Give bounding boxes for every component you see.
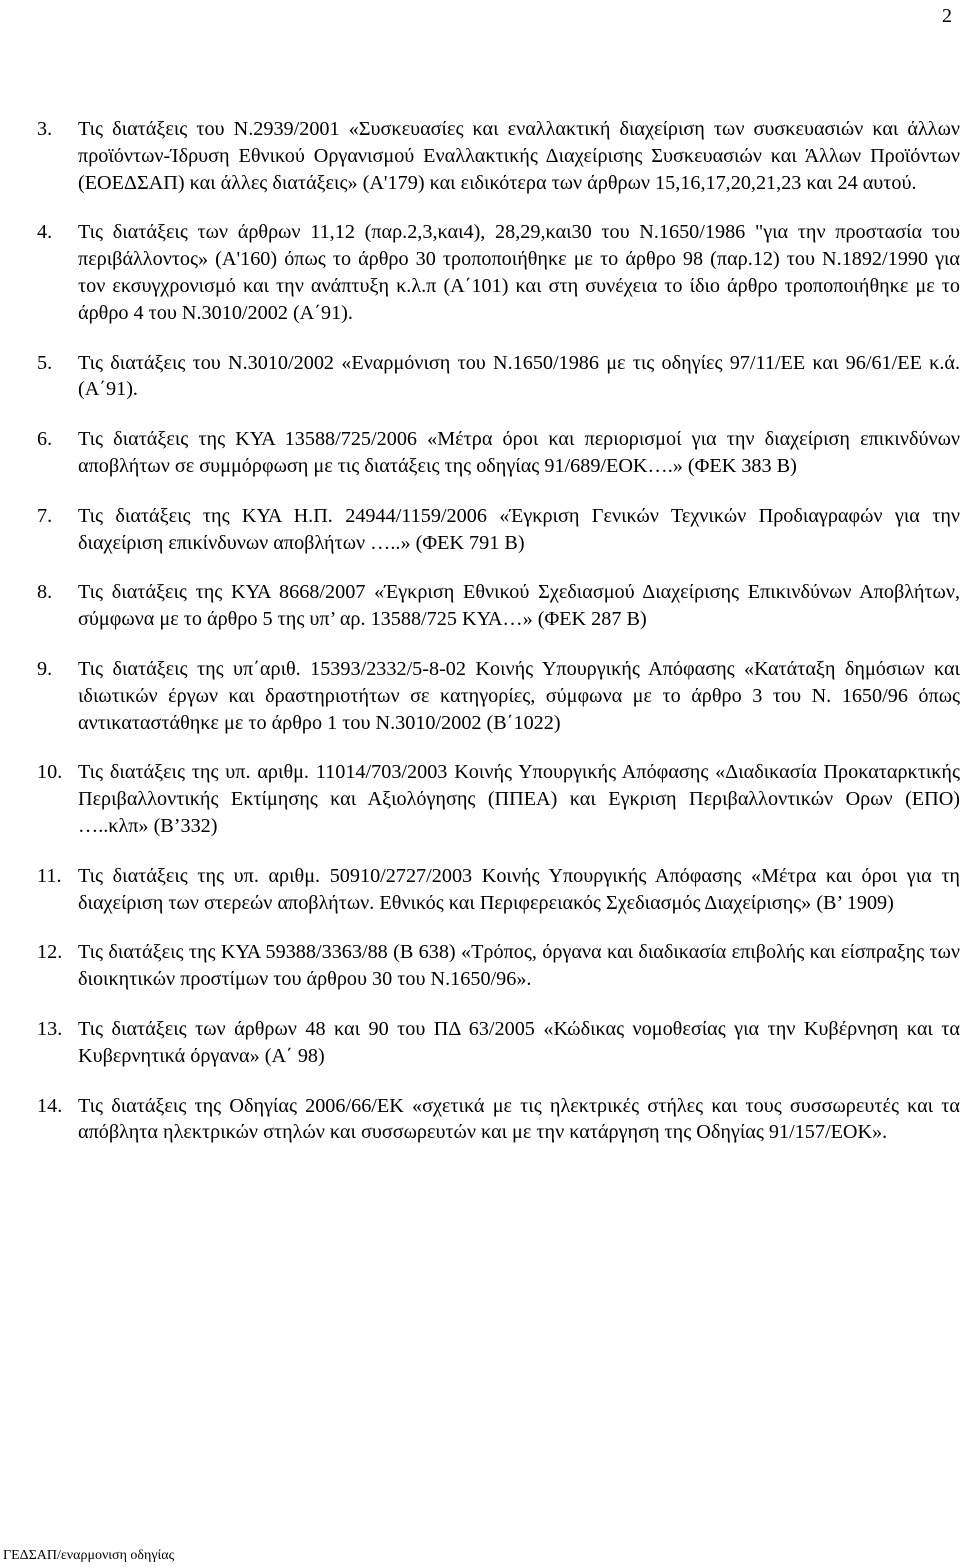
list-item: [0, 1093, 960, 1147]
footer-text: ΓΕΔΣΑΠ/εναρμονιση οδηγίας: [3, 1548, 175, 1563]
list-item: [0, 863, 960, 917]
list-item: [0, 503, 960, 557]
item-text: Τις διατάξεις του Ν.3010/2002 «Εναρμόνιση του Ν.1650/1986 με τις οδηγίες 97/11/ΕΕ και 96/61/ΕΕ κ.ά. (Α΄91).: [78, 351, 960, 401]
item-number: 10.: [37, 761, 63, 784]
item-text: Τις διατάξεις της ΚΥΑ 59388/3363/88 (Β 638) «Τρόπος, όργανα και διαδικασία επιβολής και είσπραξης των διοικητικών προστίμων του άρθρου 30 του Ν.1650/96».: [78, 941, 960, 991]
provisions-list: [0, 116, 960, 1146]
list-item: [0, 1016, 960, 1070]
item-text: Τις διατάξεις της υπ΄αριθ. 15393/2332/5-8-02 Κοινής Υπουργικής Απόφασης «Κατάταξη δημόσιων και ιδιωτικών έργων και δραστηριοτήτων σε κατηγορίες, σύμφωνα με το άρθρο 3 του Ν. 1650/96 όπως αντικαταστάθηκε με το άρθρο 1 του Ν.3010/2002 (Β΄1022): [78, 657, 960, 734]
item-number: 4.: [37, 221, 53, 244]
page-number: 2: [942, 5, 952, 27]
list-item: [0, 350, 960, 404]
item-text: Τις διατάξεις της υπ. αριθμ. 11014/703/2003 Κοινής Υπουργικής Απόφασης «Διαδικασία Προκαταρκτικής Περιβαλλοντικής Εκτίμησης και Αξιολόγησης (ΠΠΕΑ) και Εγκριση Περιβαλλοντικών Ορων (ΕΠΟ) …..κλπ» (Β’332): [78, 761, 960, 837]
item-number: 3.: [37, 118, 53, 140]
item-number: 9.: [37, 657, 53, 680]
item-text: Τις διατάξεις της ΚΥΑ 13588/725/2006 «Μέτρα όροι και περιορισμοί για την διαχείριση επικινδύνων αποβλήτων σε συμμόρφωση με τις διατάξεις της οδηγίας 91/689/ΕΟΚ….» (ΦΕΚ 383 Β): [78, 428, 960, 477]
item-text: Τις διατάξεις της ΚΥΑ 8668/2007 «Έγκριση Εθνικού Σχεδιασμού Διαχείρισης Επικινδύνων Αποβλήτων, σύμφωνα με το άρθρο 5 της υπ’ αρ. 13588/725 ΚΥΑ…» (ΦΕΚ 287 Β): [78, 581, 960, 631]
list-item: [0, 579, 960, 633]
list-item: [0, 116, 960, 196]
item-text: Τις διατάξεις των άρθρων 48 και 90 του ΠΔ 63/2005 «Κώδικας νομοθεσίας για την Κυβέρνηση και τα Κυβερνητικά όργανα» (Α΄ 98): [78, 1017, 960, 1067]
item-text: Τις διατάξεις του Ν.2939/2001 «Συσκευασίες και εναλλακτική διαχείριση των συσκευασιών και άλλων προϊόντων-Ίδρυση Εθνικού Οργανισμού Εναλλακτικής Διαχείρισης Συσκευασιών και Άλλων Προϊόντων (ΕΟΕΔΣΑΠ) και άλλες διατάξεις» (Α'179) και ειδικότερα των άρθρων 15,16,17,20,21,23 και 24 αυτού.: [78, 118, 960, 194]
item-number: 6.: [37, 428, 53, 451]
item-text: Τις διατάξεις της Οδηγίας 2006/66/ΕΚ «σχετικά με τις ηλεκτρικές στήλες και τους συσσωρευτές και τα απόβλητα ηλεκτρικών στηλών και συσσωρευτών και με την κατάργηση της Οδηγίας 91/157/ΕΟΚ».: [78, 1094, 960, 1144]
list-item: [0, 759, 960, 839]
item-number: 13.: [37, 1017, 63, 1040]
item-text: Τις διατάξεις της υπ. αριθμ. 50910/2727/2003 Κοινής Υπουργικής Απόφασης «Μέτρα και όροι για τη διαχείριση των στερεών αποβλήτων. Εθνικός και Περιφερειακός Σχεδιασμός Διαχείρισης» (Β’ 1909): [78, 864, 960, 914]
item-number: 12.: [37, 941, 63, 964]
list-item: [0, 656, 960, 736]
list-item: [0, 219, 960, 326]
list-item: [0, 939, 960, 993]
list-item: [0, 426, 960, 480]
item-number: 5.: [37, 351, 53, 374]
item-number: 7.: [37, 504, 53, 527]
item-number: 8.: [37, 581, 53, 604]
item-number: 11.: [37, 864, 62, 887]
item-number: 14.: [37, 1094, 63, 1117]
item-text: Τις διατάξεις της ΚΥΑ Η.Π. 24944/1159/2006 «Έγκριση Γενικών Τεχνικών Προδιαγραφών για την διαχείριση επικίνδυνων αποβλήτων …..» (ΦΕΚ 791 Β): [78, 504, 960, 554]
item-text: Τις διατάξεις των άρθρων 11,12 (παρ.2,3,και4), 28,29,και30 του Ν.1650/1986 "για την προστασία του περιβάλλοντος» (Α'160) όπως το άρθρο 30 τροποποιήθηκε με το άρθρο 98 (παρ.12) του Ν.1892/1990 για τον εκσυγχρονισμό και την ανάπτυξη κ.λ.π (Α΄101) και στη συνέχεια το ίδιο άρθρο τροποποιήθηκε με το άρθρο 4 του Ν.3010/2002 (Α΄91).: [78, 221, 960, 324]
